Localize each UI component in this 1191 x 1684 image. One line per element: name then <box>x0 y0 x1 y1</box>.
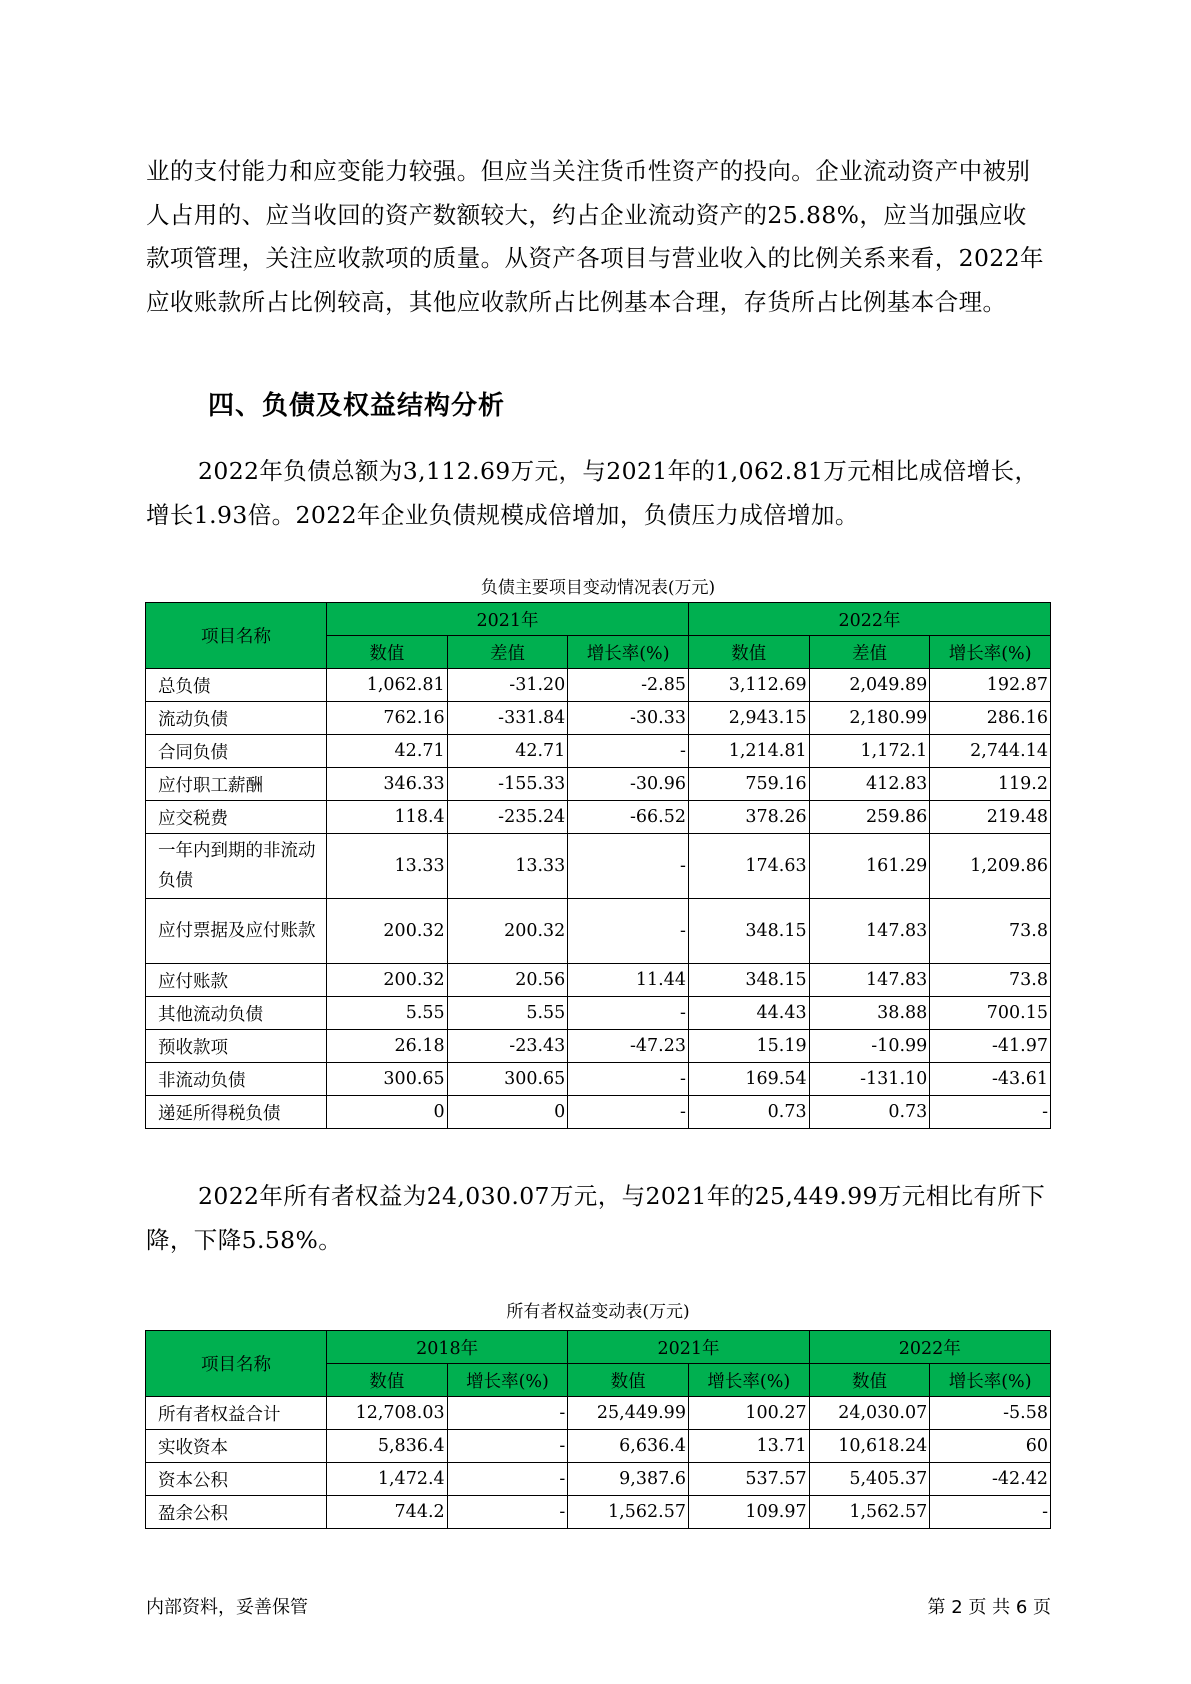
header-sub: 数值 <box>688 636 809 669</box>
row-name: 所有者权益合计 <box>146 1397 327 1430</box>
table-row <box>146 1030 1051 1063</box>
row-name: 资本公积 <box>146 1463 327 1496</box>
table-cell: 759.16 <box>688 768 809 801</box>
table-cell: 2,180.99 <box>809 702 930 735</box>
row-name: 其他流动负债 <box>146 997 327 1030</box>
table-cell: 762.16 <box>327 702 448 735</box>
header-sub: 增长率(%) <box>447 1364 568 1397</box>
table-cell: 219.48 <box>930 801 1051 834</box>
header-sub: 增长率(%) <box>688 1364 809 1397</box>
header-sub: 数值 <box>327 636 448 669</box>
header-sub: 数值 <box>568 1364 689 1397</box>
liabilities-table-caption: 负债主要项目变动情况表(万元) <box>480 578 716 598</box>
table-cell: - <box>568 997 689 1030</box>
table-cell: 700.15 <box>930 997 1051 1030</box>
table-cell: -47.23 <box>568 1030 689 1063</box>
table-cell: 348.15 <box>688 899 809 964</box>
row-name: 应交税费 <box>146 801 327 834</box>
body-paragraph-liabilities: 2022年负债总额为3,112.69万元，与2021年的1,062.81万元相比成倍增长，增长1.93倍。2022年企业负债规模成倍增加，负债压力成倍增加。 <box>146 457 1039 529</box>
table-cell: 348.15 <box>688 964 809 997</box>
row-name: 流动负债 <box>146 702 327 735</box>
body-paragraph-equity: 2022年所有者权益为24,030.07万元，与2021年的25,449.99万元相比有所下降，下降5.58%。 <box>146 1182 1046 1254</box>
table-cell: 2,744.14 <box>930 735 1051 768</box>
table-cell: 25,449.99 <box>568 1397 689 1430</box>
header-item-name: 项目名称 <box>146 603 327 669</box>
table-cell: 10,618.24 <box>809 1430 930 1463</box>
header-item-name: 项目名称 <box>146 1331 327 1397</box>
header-sub: 增长率(%) <box>930 1364 1051 1397</box>
table-cell: 2,049.89 <box>809 669 930 702</box>
table-cell: 192.87 <box>930 669 1051 702</box>
table-cell: 11.44 <box>568 964 689 997</box>
row-name: 预收款项 <box>146 1030 327 1063</box>
header-year: 2021年 <box>327 603 689 636</box>
table-cell: 161.29 <box>809 834 930 899</box>
row-name: 递延所得税负债 <box>146 1096 327 1129</box>
table-cell: 60 <box>930 1430 1051 1463</box>
table-cell: 5.55 <box>447 997 568 1030</box>
body-paragraph-assets: 业的支付能力和应变能力较强。但应当关注货币性资产的投向。企业流动资产中被别人占用的、应当收回的资产数额较大，约占企业流动资产的25.88%，应当加强应收款项管理，关注应收款项的质量。从资产各项目与营业收入的比例关系来看，2022年应收账款所占比例较高，其他应收款所占比例基本合理，存货所占比例基本合理。 <box>146 157 1044 316</box>
table-cell: - <box>930 1096 1051 1129</box>
row-name: 一年内到期的非流动负债 <box>146 834 327 899</box>
table-cell: -331.84 <box>447 702 568 735</box>
table-cell: 200.32 <box>327 964 448 997</box>
table-cell: 15.19 <box>688 1030 809 1063</box>
table-cell: 109.97 <box>688 1496 809 1529</box>
table-cell: -30.33 <box>568 702 689 735</box>
table-row <box>146 735 1051 768</box>
table-cell: 412.83 <box>809 768 930 801</box>
table-cell: - <box>447 1397 568 1430</box>
table-cell: 24,030.07 <box>809 1397 930 1430</box>
header-sub: 增长率(%) <box>568 636 689 669</box>
table-cell: - <box>930 1496 1051 1529</box>
table-cell: 5.55 <box>327 997 448 1030</box>
table-row <box>146 1430 1051 1463</box>
table-row <box>146 1397 1051 1430</box>
table-cell: 3,112.69 <box>688 669 809 702</box>
header-year: 2021年 <box>568 1331 809 1364</box>
table-cell: 1,562.57 <box>568 1496 689 1529</box>
table-cell: 118.4 <box>327 801 448 834</box>
table-row <box>146 1096 1051 1129</box>
table-cell: - <box>568 899 689 964</box>
table-cell: -43.61 <box>930 1063 1051 1096</box>
table-cell: 300.65 <box>327 1063 448 1096</box>
table-cell: -5.58 <box>930 1397 1051 1430</box>
table-cell: 0.73 <box>809 1096 930 1129</box>
table-cell: 2,943.15 <box>688 702 809 735</box>
table-cell: -235.24 <box>447 801 568 834</box>
table-cell: -41.97 <box>930 1030 1051 1063</box>
table-cell: -155.33 <box>447 768 568 801</box>
table-cell: 100.27 <box>688 1397 809 1430</box>
table-cell: 73.8 <box>930 964 1051 997</box>
table-cell: 1,214.81 <box>688 735 809 768</box>
table-cell: 1,172.1 <box>809 735 930 768</box>
table-cell: -42.42 <box>930 1463 1051 1496</box>
table-cell: 42.71 <box>327 735 448 768</box>
table-cell: - <box>447 1430 568 1463</box>
table-cell: 5,405.37 <box>809 1463 930 1496</box>
row-name: 合同负债 <box>146 735 327 768</box>
table-cell: 537.57 <box>688 1463 809 1496</box>
header-sub: 差值 <box>447 636 568 669</box>
section-heading: 四、负债及权益结构分析 <box>208 391 506 421</box>
table-cell: 744.2 <box>327 1496 448 1529</box>
table-cell: 286.16 <box>930 702 1051 735</box>
table-cell: -66.52 <box>568 801 689 834</box>
equity-table-caption: 所有者权益变动表(万元) <box>506 1302 690 1322</box>
table-cell: 200.32 <box>327 899 448 964</box>
table-row <box>146 964 1051 997</box>
table-cell: 147.83 <box>809 964 930 997</box>
table-row <box>146 1063 1051 1096</box>
table-cell: 1,209.86 <box>930 834 1051 899</box>
table-cell: 1,472.4 <box>327 1463 448 1496</box>
table-cell: - <box>568 735 689 768</box>
row-name: 应付票据及应付账款 <box>146 899 327 964</box>
table-cell: 73.8 <box>930 899 1051 964</box>
table-cell: 0 <box>327 1096 448 1129</box>
table-cell: 5,836.4 <box>327 1430 448 1463</box>
header-year: 2022年 <box>809 1331 1050 1364</box>
table-cell: 42.71 <box>447 735 568 768</box>
header-year: 2018年 <box>327 1331 568 1364</box>
table-cell: 259.86 <box>809 801 930 834</box>
table-cell: -10.99 <box>809 1030 930 1063</box>
footer-page-number: 第 2 页 共 6 页 <box>927 1597 1051 1618</box>
row-name: 盈余公积 <box>146 1496 327 1529</box>
row-name: 应付职工薪酬 <box>146 768 327 801</box>
table-cell: 44.43 <box>688 997 809 1030</box>
row-name: 应付账款 <box>146 964 327 997</box>
table-cell: -31.20 <box>447 669 568 702</box>
table-cell: 346.33 <box>327 768 448 801</box>
table-cell: - <box>568 834 689 899</box>
footer-confidential-note: 内部资料，妥善保管 <box>146 1597 308 1618</box>
row-name: 非流动负债 <box>146 1063 327 1096</box>
header-year: 2022年 <box>688 603 1050 636</box>
table-row <box>146 702 1051 735</box>
table-cell: - <box>447 1463 568 1496</box>
table-cell: 1,562.57 <box>809 1496 930 1529</box>
table-row <box>146 997 1051 1030</box>
table-cell: 119.2 <box>930 768 1051 801</box>
header-sub: 增长率(%) <box>930 636 1051 669</box>
table-row <box>146 801 1051 834</box>
table-cell: 20.56 <box>447 964 568 997</box>
table-cell: 300.65 <box>447 1063 568 1096</box>
table-cell: 13.33 <box>447 834 568 899</box>
table-row <box>146 669 1051 702</box>
row-name: 实收资本 <box>146 1430 327 1463</box>
table-cell: - <box>447 1496 568 1529</box>
table-row <box>146 1496 1051 1529</box>
table-cell: 0.73 <box>688 1096 809 1129</box>
table-cell: -23.43 <box>447 1030 568 1063</box>
table-cell: 174.63 <box>688 834 809 899</box>
table-row <box>146 899 1051 964</box>
liabilities-table <box>145 602 1051 1129</box>
table-row <box>146 834 1051 899</box>
table-cell: 1,062.81 <box>327 669 448 702</box>
table-cell: -131.10 <box>809 1063 930 1096</box>
table-cell: 12,708.03 <box>327 1397 448 1430</box>
header-sub: 数值 <box>327 1364 448 1397</box>
table-cell: -2.85 <box>568 669 689 702</box>
table-cell: 6,636.4 <box>568 1430 689 1463</box>
table-cell: 9,387.6 <box>568 1463 689 1496</box>
equity-table <box>145 1330 1051 1529</box>
table-cell: 169.54 <box>688 1063 809 1096</box>
table-row <box>146 768 1051 801</box>
liabilities-table-body <box>146 669 1051 1129</box>
table-cell: -30.96 <box>568 768 689 801</box>
header-sub: 差值 <box>809 636 930 669</box>
table-cell: 38.88 <box>809 997 930 1030</box>
table-cell: 26.18 <box>327 1030 448 1063</box>
table-cell: 378.26 <box>688 801 809 834</box>
table-row <box>146 1463 1051 1496</box>
table-cell: - <box>568 1063 689 1096</box>
header-sub: 数值 <box>809 1364 930 1397</box>
table-cell: 13.71 <box>688 1430 809 1463</box>
table-cell: 0 <box>447 1096 568 1129</box>
table-cell: 200.32 <box>447 899 568 964</box>
table-cell: - <box>568 1096 689 1129</box>
table-cell: 147.83 <box>809 899 930 964</box>
table-cell: 13.33 <box>327 834 448 899</box>
row-name: 总负债 <box>146 669 327 702</box>
equity-table-body <box>146 1397 1051 1529</box>
